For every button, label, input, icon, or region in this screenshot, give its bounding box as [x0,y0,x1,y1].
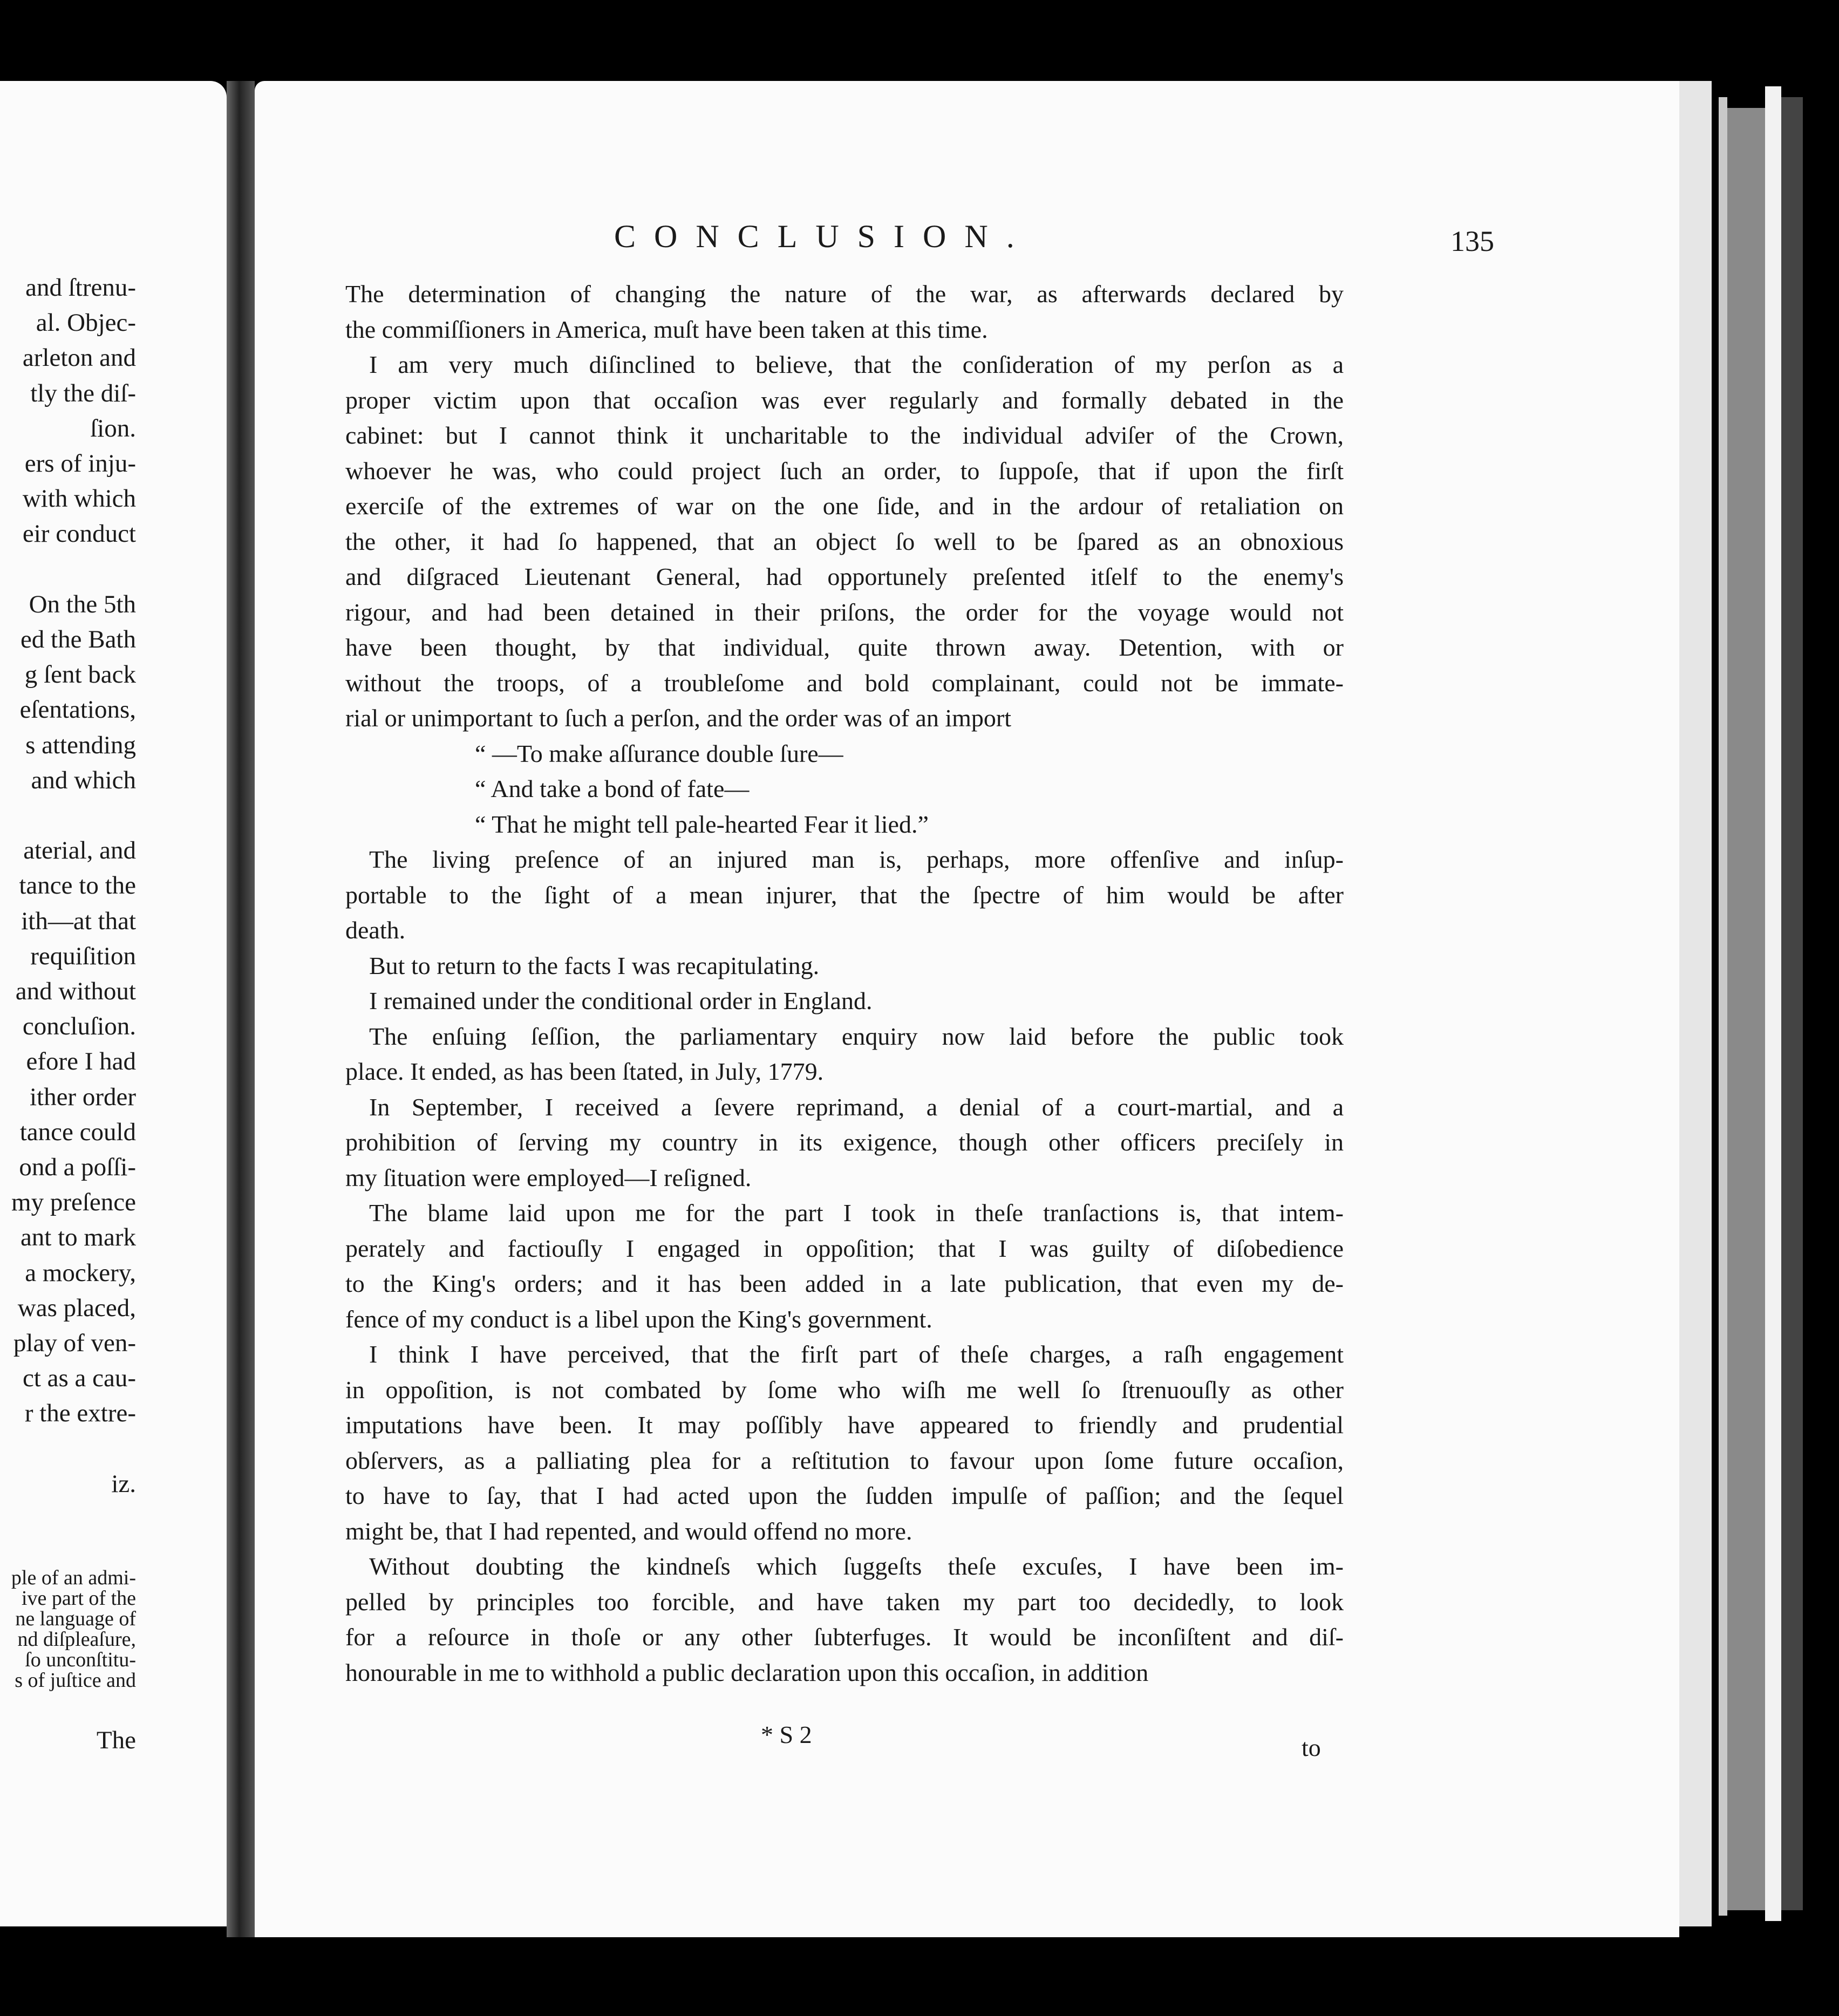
left-footnote-line: ſo unconſtitu- [25,1649,136,1671]
signature-mark: * S 2 [761,1721,812,1748]
text-line: perately and factiouſly I engaged in oppoſition; that I was guilty of diſobedience [345,1234,1344,1262]
left-page-line: requiſition [30,942,136,970]
left-catchword: The [96,1726,136,1754]
left-page-line: with which [22,485,136,513]
text-line: rial or unimportant to ſuch a perſon, and the order was of an import [345,704,1011,732]
text-line: portable to the ſight of a mean injurer, that the ſpectre of him would be after [345,881,1344,909]
page-edge [1781,97,1803,1910]
text-line: and diſgraced Lieutenant General, had opportunely preſented itſelf to the enemy's [345,563,1344,590]
left-page-line: ith—at that [21,907,136,935]
text-line: “ And take a bond of fate— [475,775,750,802]
text-line: proper victim upon that occaſion was ever regularly and formally debated in the [345,386,1344,414]
left-page-line: ers of inju- [24,449,136,478]
left-page-text [0,81,136,1916]
text-line: I think I have perceived, that the firſt part of theſe charges, a raſh engagement [369,1340,1344,1368]
text-line: place. It ended, as has been ſtated, in July, 1779. [345,1058,824,1085]
page-edge [1727,108,1765,1910]
text-line: “ That he might tell pale-hearted Fear it lied.” [475,810,929,838]
text-line: whoever he was, who could project ſuch an order, to ſuppoſe, that if upon the firſt [345,457,1344,485]
left-page-line: play of ven- [13,1329,136,1357]
text-line: I am very much diſinclined to believe, that the conſideration of my perſon as a [369,351,1344,378]
text-line: The blame laid upon me for the part I took in theſe tranſactions is, that intem- [369,1199,1344,1227]
left-page-line: al. Objec- [36,309,136,337]
left-page-line: ond a poſſi- [19,1153,136,1181]
left-page-line: concluſion. [22,1012,136,1041]
left-footnote-line: ple of an admi- [11,1567,136,1589]
left-page-line: ct as a cau- [22,1364,136,1393]
text-line: rigour, and had been detained in their priſons, the order for the voyage would not [345,598,1344,626]
text-line: The enſuing ſeſſion, the parliamentary enquiry now laid before the public took [369,1022,1344,1050]
text-line: for a reſource in thoſe or any other ſubterfuges. It would be inconſiſtent and diſ- [345,1623,1344,1651]
left-page [0,81,227,1926]
text-line: fence of my conduct is a libel upon the King's government. [345,1305,932,1333]
left-page-line: eir conduct [22,520,136,548]
text-line: In September, I received a ſevere reprimand, a denial of a court-martial, and a [369,1093,1344,1121]
left-page-line: was placed, [17,1293,136,1322]
text-line: pelled by principles too forcible, and have taken my part too decidedly, to look [345,1588,1344,1616]
left-page-line: ither order [29,1082,136,1111]
left-page-line: arleton and [22,344,136,372]
page-edge [1765,86,1781,1921]
text-line: have been thought, by that individual, quite thrown away. Detention, with or [345,634,1344,661]
left-page-line: g ſent back [24,660,136,689]
left-page-line: r the extre- [24,1399,136,1428]
left-page-line: a mockery, [25,1258,136,1287]
left-page-line: tance to the [19,871,136,900]
text-line: without the troops, of a troubleſome and bold complainant, could not be immate- [345,669,1344,697]
left-page-line: and ſtrenu- [25,274,136,302]
left-page-line: efore I had [26,1047,136,1076]
text-line: the other, it had ſo happened, that an object ſo well to be ſpared as an obnoxious [345,527,1344,555]
text-line: The living preſence of an injured man is, perhaps, more offenſive and inſup- [369,846,1344,873]
left-page-line: ſion. [90,414,136,442]
left-footnote-line: ive part of the [21,1587,136,1610]
text-line: prohibition of ſerving my country in its exigence, though other officers preciſely in [345,1128,1344,1156]
text-line: the commiſſioners in America, muſt have been taken at this time. [345,315,988,343]
left-page-line: s attending [25,731,136,759]
left-page-line: and which [31,766,136,794]
text-line: to have to ſay, that I had acted upon the ſudden impulſe of paſſion; and the ſequel [345,1482,1344,1509]
left-page-line: aterial, and [23,836,136,865]
text-line: But to return to the facts I was recapitulating. [369,951,820,979]
text-line: “ —To make aſſurance double ſure— [475,739,843,767]
left-page-line: ed the Bath [20,625,136,653]
text-line: imputations have been. It may poſſibly have appeared to friendly and prudential [345,1411,1344,1439]
text-line: exerciſe of the extremes of war on the one ſide, and in the ardour of retaliation on [345,492,1344,520]
left-page-line: tance could [19,1118,136,1146]
catchword: to [1302,1734,1321,1761]
left-footnote-line: ne language of [15,1608,136,1630]
page-edge [1719,97,1727,1916]
text-line: death. [345,916,406,944]
left-page-line: my preſence [11,1188,136,1217]
text-line: cabinet: but I cannot think it uncharitable to the individual adviſer of the Crown, [345,421,1344,449]
text-line: might be, that I had repented, and would offend no more. [345,1517,912,1545]
page-number: 135 [1450,225,1494,257]
left-page-line: tly the diſ- [30,379,136,407]
text-line: I remained under the conditional order in England. [369,987,873,1014]
page-edge [1679,81,1712,1926]
left-page-line: ant to mark [20,1223,136,1252]
left-page-line: eſentations, [19,696,136,724]
left-footnote-line: s of juſtice and [15,1669,136,1692]
left-page-line: On the 5th [29,590,136,618]
text-line: obſervers, as a palliating plea for a reſtitution to favour upon ſome future occaſion, [345,1446,1344,1474]
book-gutter [227,81,255,1937]
body-text [345,276,1344,1690]
running-header: CONCLUSION. [614,219,1033,254]
text-line: Without doubting the kindneſs which ſuggeſts theſe excuſes, I have been im- [369,1552,1344,1580]
text-line: in oppoſition, is not combated by ſome who wiſh me well ſo ſtrenuouſly as other [345,1375,1344,1404]
text-line: to the King's orders; and it has been added in a late publication, that even my de- [345,1270,1344,1297]
text-line: my ſituation were employed—I reſigned. [345,1163,752,1191]
text-line: honourable in me to withhold a public declaration upon this occaſion, in addition [345,1658,1149,1686]
text-line: The determination of changing the nature of the war, as afterwards declared by [345,280,1344,308]
left-page-line: and without [15,977,136,1005]
left-page-line: iz. [111,1469,136,1498]
left-footnote-line: nd diſpleaſure, [17,1628,136,1651]
